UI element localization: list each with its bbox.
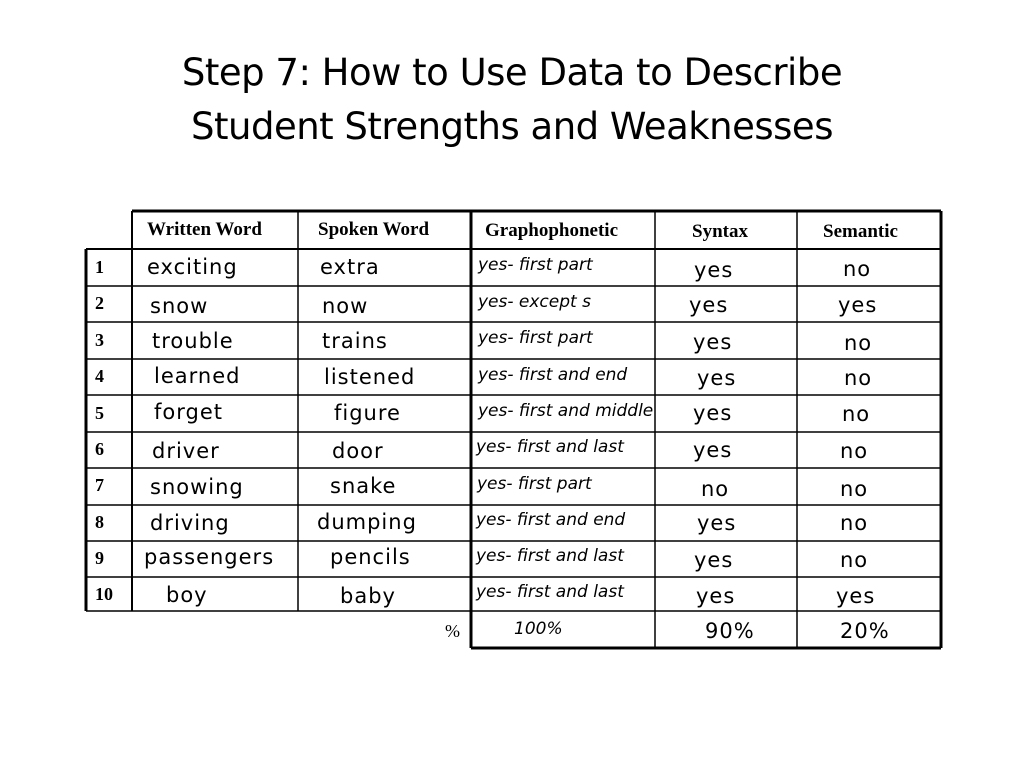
syntax-cell: yes <box>693 330 733 354</box>
graphophonetic-cell: yes- first part <box>478 255 593 275</box>
semantic-cell: no <box>843 257 872 281</box>
written-word-cell: driving <box>150 511 230 535</box>
graphophonetic-cell: yes- first part <box>478 328 593 348</box>
graphophonetic-percent: 100% <box>514 619 563 639</box>
spoken-word-cell: snake <box>330 474 397 498</box>
graphophonetic-cell: yes- first and middle <box>478 401 654 421</box>
header-syntax: Syntax <box>692 221 748 242</box>
written-word-cell: forget <box>154 400 223 424</box>
semantic-cell: no <box>840 477 869 501</box>
spoken-word-cell: baby <box>340 584 396 608</box>
row-number: 5 <box>95 403 104 423</box>
row-number: 8 <box>95 512 104 532</box>
spoken-word-cell: dumping <box>317 510 417 534</box>
written-word-cell: learned <box>154 364 241 388</box>
syntax-cell: yes <box>694 548 734 572</box>
syntax-cell: no <box>701 477 730 501</box>
written-word-cell: snow <box>150 294 209 318</box>
graphophonetic-cell: yes- first and last <box>476 437 624 457</box>
graphophonetic-cell: yes- first and end <box>478 365 628 385</box>
graphophonetic-cell: yes- first and last <box>476 546 624 566</box>
row-number: 9 <box>95 548 104 568</box>
row-number: 4 <box>95 366 104 386</box>
header-graphophonetic: Graphophonetic <box>485 220 619 241</box>
syntax-cell: yes <box>696 584 736 608</box>
spoken-word-cell: trains <box>322 329 388 353</box>
written-word-cell: trouble <box>152 329 234 353</box>
written-word-cell: exciting <box>147 255 238 279</box>
written-word-cell: passengers <box>144 545 275 569</box>
spoken-word-cell: figure <box>334 401 401 425</box>
header-written-word: Written Word <box>147 219 262 240</box>
semantic-cell: no <box>840 439 869 463</box>
graphophonetic-cell: yes- except s <box>478 292 591 312</box>
syntax-cell: yes <box>697 511 737 535</box>
slide-title-line-1: Step 7: How to Use Data to Describe <box>181 51 843 94</box>
spoken-word-cell: extra <box>320 255 380 279</box>
semantic-cell: yes <box>838 293 878 317</box>
row-number: 2 <box>95 293 104 313</box>
semantic-cell: no <box>842 402 871 426</box>
written-word-cell: snowing <box>150 475 244 499</box>
row-number: 7 <box>95 475 104 495</box>
semantic-cell: no <box>844 331 873 355</box>
semantic-cell: no <box>840 548 869 572</box>
semantic-cell: yes <box>836 584 876 608</box>
syntax-cell: yes <box>693 401 733 425</box>
spoken-word-cell: pencils <box>330 545 411 569</box>
semantic-percent: 20% <box>840 619 890 643</box>
syntax-cell: yes <box>689 293 729 317</box>
row-number: 10 <box>95 584 113 604</box>
row-number: 1 <box>95 257 104 277</box>
row-number: 6 <box>95 439 104 459</box>
percent-row-label: % <box>445 621 460 641</box>
syntax-cell: yes <box>694 258 734 282</box>
spoken-word-cell: door <box>332 439 384 463</box>
written-word-cell: driver <box>152 439 220 463</box>
header-spoken-word: Spoken Word <box>318 219 430 240</box>
spoken-word-cell: now <box>322 294 369 318</box>
syntax-cell: yes <box>693 438 733 462</box>
semantic-cell: no <box>844 366 873 390</box>
graphophonetic-cell: yes- first and last <box>476 582 624 602</box>
row-number: 3 <box>95 330 104 350</box>
header-semantic: Semantic <box>823 221 898 242</box>
slide-title-line-2: Student Strengths and Weaknesses <box>191 105 833 148</box>
syntax-percent: 90% <box>705 619 755 643</box>
semantic-cell: no <box>840 511 869 535</box>
written-word-cell: boy <box>166 583 208 607</box>
graphophonetic-cell: yes- first part <box>477 474 592 494</box>
syntax-cell: yes <box>697 366 737 390</box>
spoken-word-cell: listened <box>324 365 416 389</box>
graphophonetic-cell: yes- first and end <box>476 510 626 530</box>
